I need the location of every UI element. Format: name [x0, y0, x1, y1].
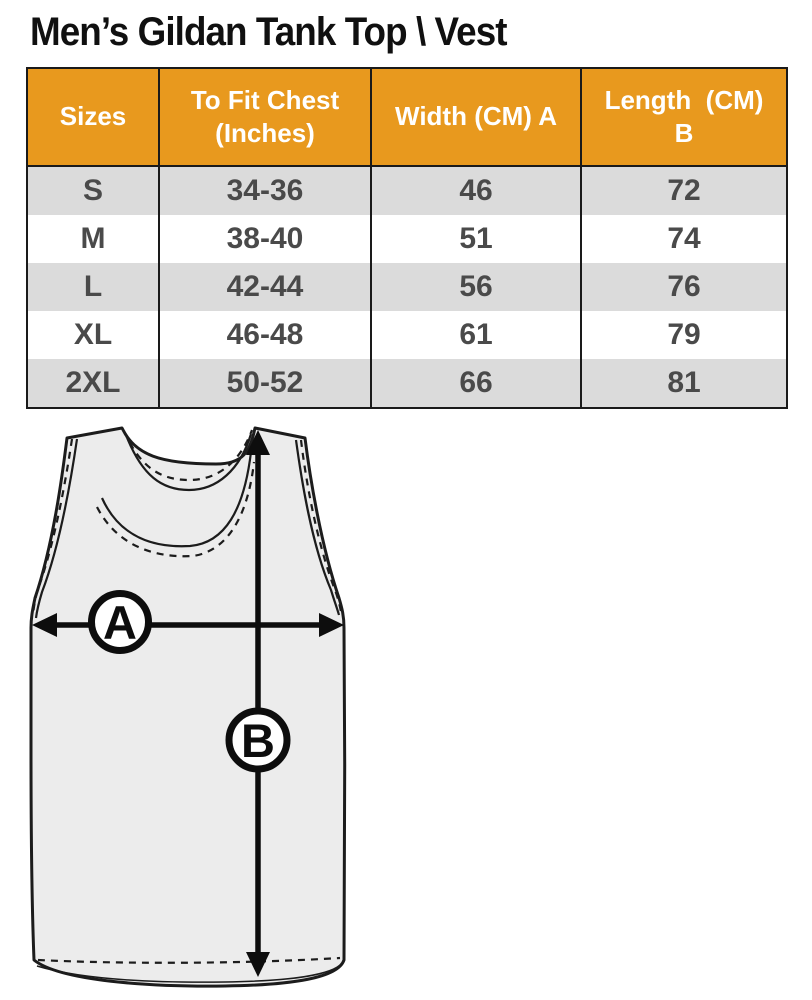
width-value: 66	[370, 359, 580, 407]
table-row	[28, 167, 786, 215]
width-value: 61	[370, 311, 580, 359]
size-value: S	[82, 174, 103, 207]
length-value: 72	[580, 167, 786, 215]
length-value: 79	[580, 311, 786, 359]
width-value: 46	[370, 167, 580, 215]
size-value: M	[80, 222, 106, 255]
width-value: 51	[370, 215, 580, 263]
width-value: 56	[370, 263, 580, 311]
length-value: 81	[580, 359, 786, 407]
measure-a-label: A	[103, 596, 137, 649]
length-value: 74	[580, 215, 786, 263]
table-row	[28, 311, 786, 359]
page-title: Men’s Gildan Tank Top \ Vest	[30, 10, 507, 54]
chest-value: 50-52	[158, 359, 370, 407]
chest-value: 38-40	[158, 215, 370, 263]
size-value: XL	[73, 318, 113, 351]
header-cell-width: Width (CM) A	[370, 69, 580, 165]
size-table	[26, 67, 788, 409]
header-cell-sizes: Sizes	[59, 101, 127, 132]
size-value: L	[83, 270, 103, 303]
size-value: 2XL	[65, 366, 121, 399]
chest-value: 46-48	[158, 311, 370, 359]
table-row	[28, 263, 786, 311]
length-value: 76	[580, 263, 786, 311]
table-row	[28, 359, 786, 407]
measure-b-label: B	[241, 714, 275, 767]
header-cell-chest: To Fit Chest (Inches)	[158, 69, 370, 165]
tank-top-diagram	[0, 408, 420, 1000]
table-header-row	[28, 69, 786, 167]
header-cell-length: Length (CM) B	[580, 69, 786, 165]
table-row	[28, 215, 786, 263]
tank-top-outline	[31, 428, 345, 986]
chest-value: 42-44	[158, 263, 370, 311]
chest-value: 34-36	[158, 167, 370, 215]
